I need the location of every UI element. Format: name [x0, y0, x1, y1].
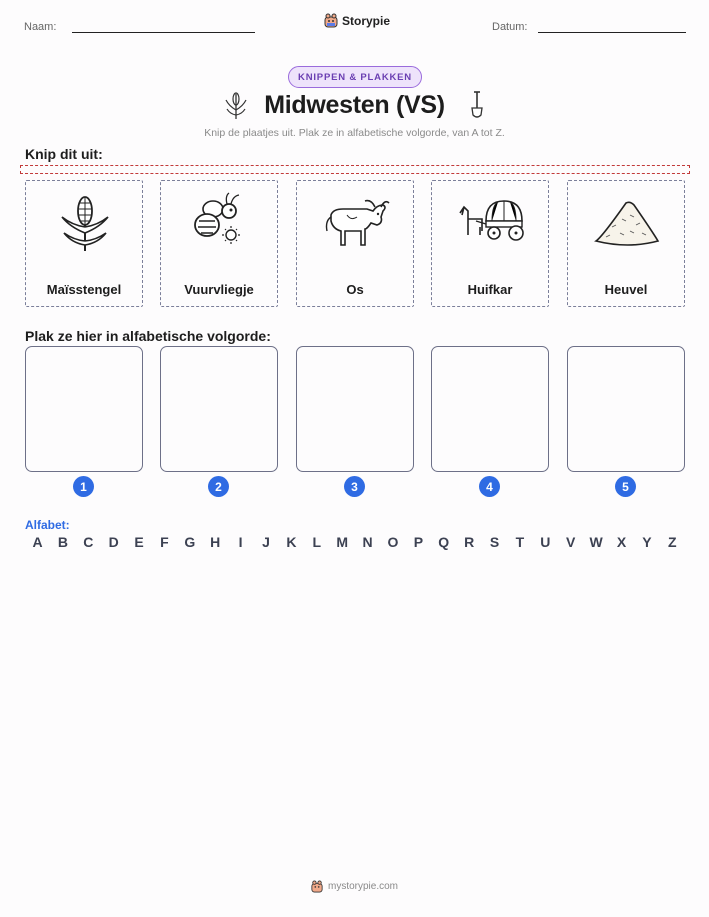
- cut-card-label: Huifkar: [467, 282, 513, 297]
- alphabet-letter: Q: [438, 534, 450, 550]
- activity-badge: KNIPPEN & PLAKKEN: [288, 66, 422, 88]
- alphabet-letter: E: [134, 534, 144, 550]
- alphabet-letter: Z: [667, 534, 677, 550]
- storypie-logo-icon: [324, 13, 338, 28]
- alphabet-letter: I: [238, 534, 243, 550]
- alphabet-letter: V: [566, 534, 576, 550]
- page-title: Midwesten (VS): [264, 90, 445, 119]
- number-badge: 3: [344, 476, 365, 497]
- storypie-logo-icon: [311, 880, 323, 893]
- alphabet-letter: J: [262, 534, 270, 550]
- footer: [0, 880, 709, 893]
- paste-box-4[interactable]: [431, 346, 549, 472]
- cut-card-5[interactable]: [567, 180, 685, 307]
- alphabet-letter: O: [387, 534, 399, 550]
- paste-box-2[interactable]: [160, 346, 278, 472]
- date-line[interactable]: [538, 32, 686, 33]
- alphabet-letter: B: [57, 534, 68, 550]
- paste-box-5[interactable]: [567, 346, 685, 472]
- cut-card-1[interactable]: [25, 180, 143, 307]
- alphabet-letter: A: [32, 534, 43, 550]
- alphabet-letter: L: [312, 534, 322, 550]
- alphabet-letter: M: [336, 534, 349, 550]
- covered-wagon-icon: [456, 191, 526, 253]
- shovel-icon: [461, 90, 485, 120]
- cut-card-4[interactable]: [431, 180, 549, 307]
- date-label: Datum:: [492, 21, 528, 33]
- alphabet-row: [25, 534, 685, 550]
- alphabet-letter: N: [362, 534, 373, 550]
- alphabet-letter: T: [515, 534, 525, 550]
- alphabet-letter: F: [160, 534, 169, 550]
- alphabet-letter: G: [184, 534, 196, 550]
- alphabet-letter: U: [540, 534, 551, 550]
- ox-icon: [321, 191, 391, 253]
- cut-card-3[interactable]: [296, 180, 414, 307]
- paste-section-label: Plak ze hier in alfabetische volgorde:: [25, 328, 271, 344]
- alphabet-letter: K: [286, 534, 297, 550]
- name-label: Naam:: [24, 21, 57, 33]
- number-badge: 5: [615, 476, 636, 497]
- instructions: Knip de plaatjes uit. Plak ze in alfabetische volgorde, van A tot Z.: [204, 127, 505, 139]
- cut-card-label: Maïsstengel: [46, 282, 122, 297]
- alphabet-letter: X: [616, 534, 627, 550]
- cut-card-2[interactable]: [160, 180, 278, 307]
- footer-url[interactable]: mystorypie.com: [327, 881, 398, 892]
- brand-name: Storypie: [342, 13, 391, 28]
- name-line[interactable]: [72, 32, 255, 33]
- cut-card-label: Heuvel: [604, 282, 648, 297]
- corn-stalk-icon: [50, 191, 120, 253]
- alphabet-letter: W: [589, 534, 603, 550]
- alphabet-letter: R: [464, 534, 475, 550]
- alphabet-letter: P: [413, 534, 424, 550]
- number-badge: 2: [208, 476, 229, 497]
- cut-card-label: Os: [346, 282, 364, 297]
- firefly-icon: [185, 191, 255, 253]
- cut-card-label: Vuurvliegje: [184, 282, 254, 297]
- hill-icon: [592, 191, 662, 253]
- alphabet-letter: S: [489, 534, 500, 550]
- alphabet-letter: D: [108, 534, 119, 550]
- alphabet-letter: H: [210, 534, 221, 550]
- brand-logo: [324, 13, 390, 28]
- cut-section-label: Knip dit uit:: [25, 146, 103, 162]
- alphabet-label: Alfabet:: [25, 518, 70, 532]
- cut-line: [20, 165, 690, 174]
- title-row: [0, 90, 709, 120]
- paste-box-3[interactable]: [296, 346, 414, 472]
- paste-box-1[interactable]: [25, 346, 143, 472]
- alphabet-letter: Y: [642, 534, 652, 550]
- corn-stalk-icon: [224, 90, 248, 120]
- number-badge: 4: [479, 476, 500, 497]
- alphabet-letter: C: [83, 534, 94, 550]
- number-badge: 1: [73, 476, 94, 497]
